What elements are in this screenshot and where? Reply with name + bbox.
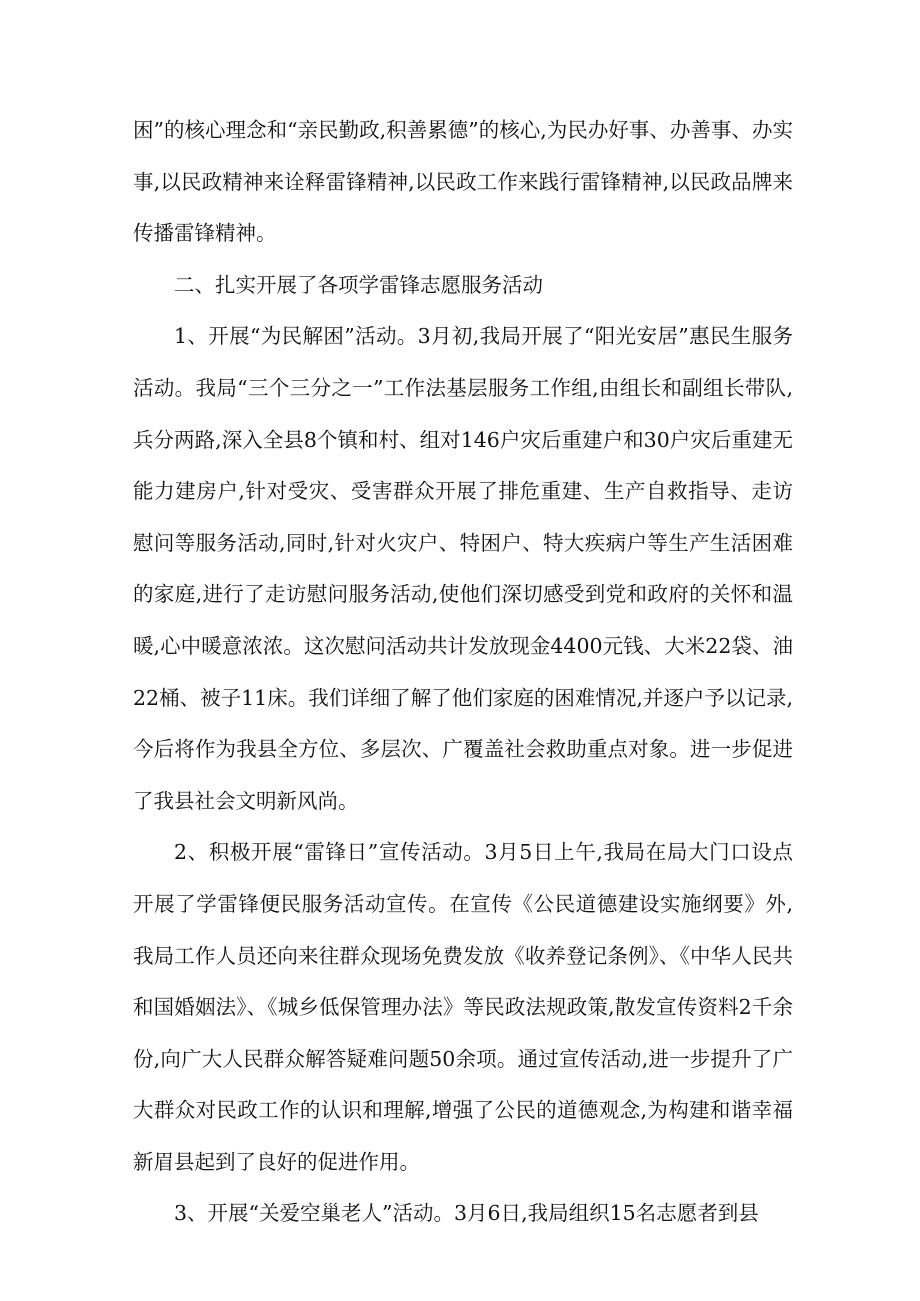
section-heading-volunteer-activities: 二、扎实开展了各项学雷锋志愿服务活动 [174, 272, 543, 297]
document-page [133, 105, 793, 1240]
paragraph-activity-2: 2、积极开展“雷锋日”宣传活动。3月5日上午,我局在局大门口设点开展了学雷锋便民服务活动宣传。在宣传《公民道德建设实施纲要》外,我局工作人员还向来往群众现场免费发放《收养登记条例》、《中华人民共和国婚姻法》、《城乡低保管理办法》等民政法规政策,散发宣传资料2千余份,向广大人民群众解答疑难问题50余项。通过宣传活动,进一步提升了广大群众对民政工作的认识和理解,增强了公民的道德观念,为构建和谐幸福新眉县起到了良好的促进作用。 [133, 840, 793, 1174]
paragraph-intro-continuation: 困”的核心理念和“亲民勤政,积善累德”的核心,为民办好事、办善事、办实事,以民政精神来诠释雷锋精神,以民政工作来践行雷锋精神,以民政品牌来传播雷锋精神。 [133, 118, 793, 246]
paragraph-activity-1: 1、开展“为民解困”活动。3月初,我局开展了“阳光安居”惠民生服务活动。我局“三个三分之一”工作法基层服务工作组,由组长和副组长带队,兵分两路,深入全县8个镇和村、组对146户灾后重建户和30户灾后重建无能力建房户,针对受灾、受害群众开展了排危重建、生产自救指导、走访慰问等服务活动,同时,针对火灾户、特困户、特大疾病户等生产生活困难的家庭,进行了走访慰问服务活动,使他们深切感受到党和政府的关怀和温暖,心中暖意浓浓。这次慰问活动共计发放现金4400元钱、大米22袋、油22桶、被子11床。我们详细了解了他们家庭的困难情况,并逐户予以记录,今后将作为我县全方位、多层次、广覆盖社会救助重点对象。进一步促进了我县社会文明新风尚。 [133, 324, 793, 813]
paragraph-activity-3: 3、开展“关爱空巢老人”活动。3月6日,我局组织15名志愿者到县 [174, 1201, 759, 1226]
